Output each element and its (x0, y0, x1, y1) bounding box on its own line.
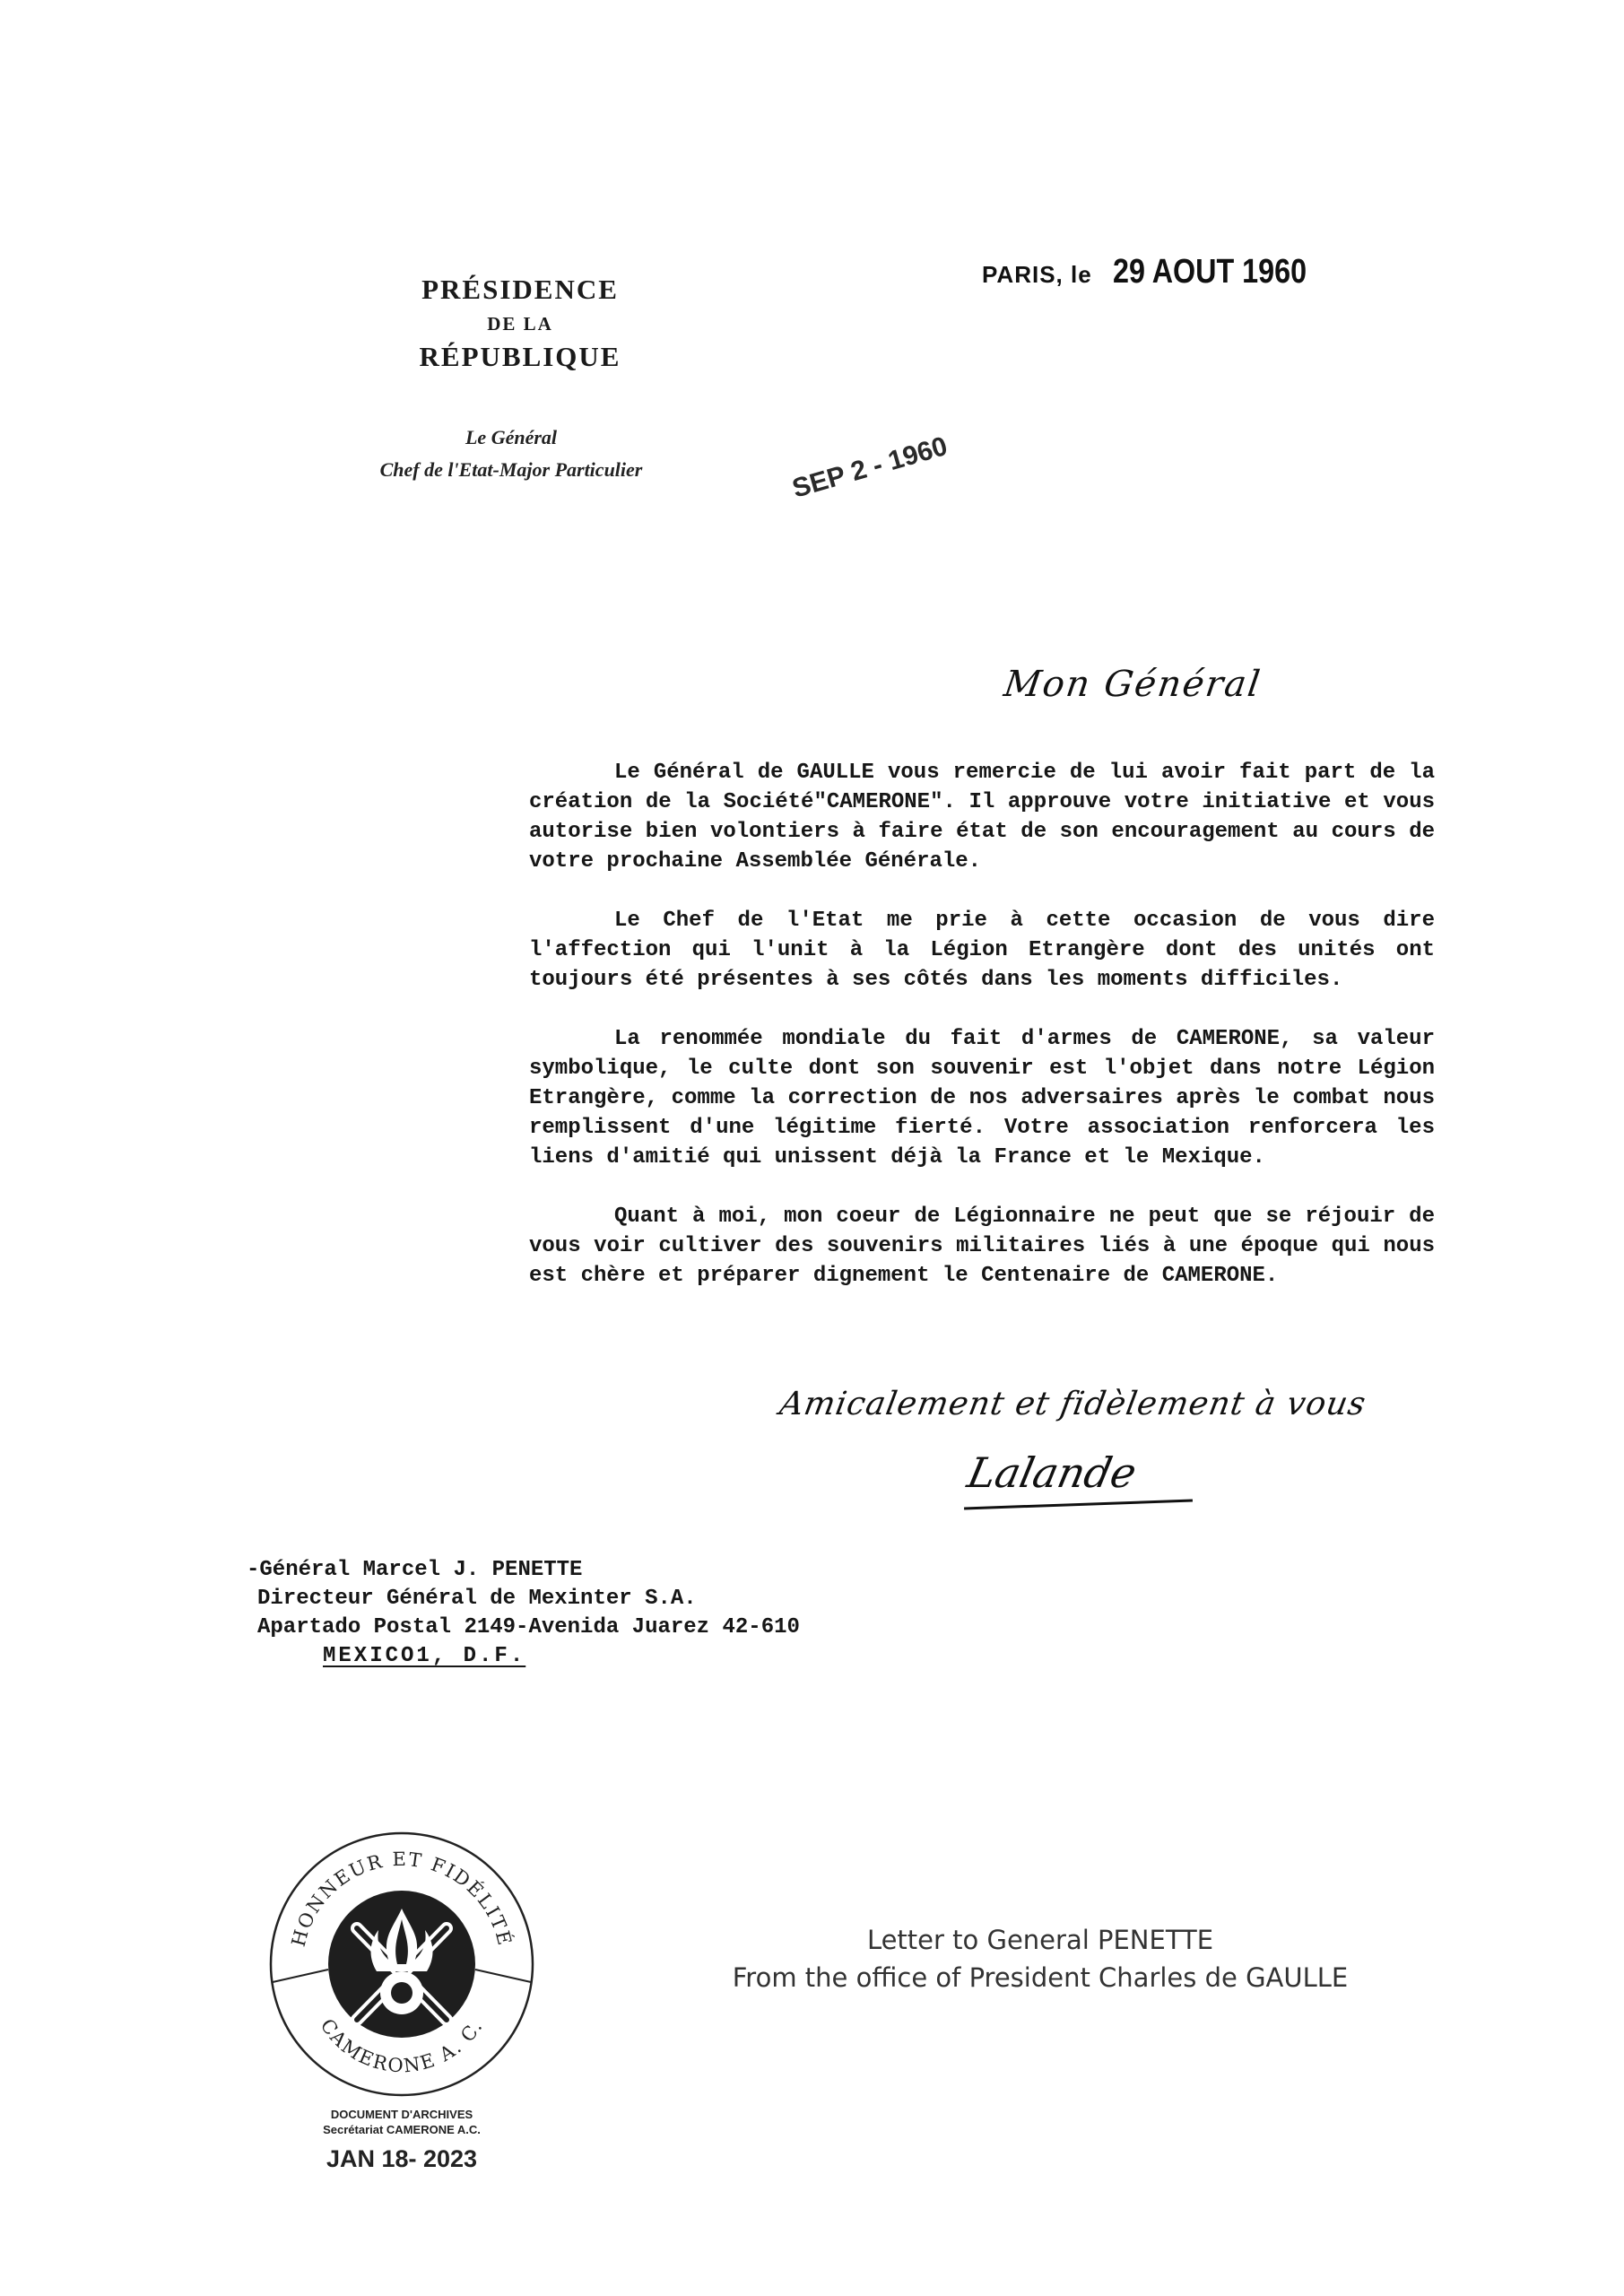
office-line-1: Le Général (465, 426, 558, 448)
signature-underline (964, 1500, 1193, 1510)
received-stamp: SEP 2 - 1960 (789, 430, 951, 504)
office-line-2: Chef de l'Etat-Major Particulier (379, 458, 643, 481)
body-paragraph-1: Le Général de GAULLE vous remercie de lui avoir fait part de la création de la Société"CAMERONE". Il approuve votre initiative et vous autorise bien volontiers à faire état de son encouragement au cours de votre prochaine Assemblée Générale. (529, 761, 1435, 874)
dateline-date: 29 AOUT 1960 (1113, 253, 1307, 291)
archive-label: DOCUMENT D'ARCHIVES (330, 2108, 473, 2121)
office-title (332, 422, 690, 486)
letterhead-line-2: DE LA (487, 313, 553, 335)
seal-top-text: HONNEUR ET FIDÉLITÉ (287, 1848, 517, 1949)
letterhead-line-1: PRÉSIDENCE (421, 274, 619, 305)
address-city: MEXICO1, D.F. (323, 1644, 526, 1668)
body-paragraph-3: La renommée mondiale du fait d'armes de CAMERONE, sa valeur symbolique, le culte dont son souvenir est l'objet dans notre Légion Etrangère, comme la correction de nos adversaires après le combat nous remplissent d'une légitime fierté. Votre association renforcera les liens d'amitié qui unissent déjà la France et le Mexique. (529, 1027, 1435, 1170)
archive-stamp (260, 2108, 543, 2173)
dateline (982, 253, 1341, 291)
handwritten-signature: Lalande (963, 1448, 1142, 1497)
body-paragraph-2: Le Chef de l'Etat me prie à cette occasion de vous dire l'affection qui l'unit à la Légion Etrangère dont des unités ont toujours été présentes à ses côtés dans les moments difficiles. (529, 909, 1435, 992)
handwritten-closing: Amicalement et fidèlement à vous (777, 1386, 1369, 1422)
letterhead-line-3: RÉPUBLIQUE (419, 341, 621, 372)
handwritten-salutation: Mon Général (1001, 664, 1264, 705)
address-name: -Général Marcel J. PENETTE (247, 1558, 583, 1582)
document-caption (682, 1921, 1399, 1996)
letterhead (377, 274, 664, 373)
archive-date: JAN 18- 2023 (326, 2145, 478, 2172)
address-title: Directeur Général de Mexinter S.A. (257, 1587, 697, 1611)
address-street: Apartado Postal 2149-Avenida Juarez 42-610 (257, 1615, 800, 1639)
archive-secretariat: Secrétariat CAMERONE A.C. (323, 2123, 481, 2136)
caption-line-1: Letter to General PENETTE (866, 1925, 1214, 1955)
letter-body (529, 758, 1435, 1320)
caption-line-2: From the office of President Charles de GAULLE (732, 1962, 1349, 1993)
body-paragraph-4: Quant à moi, mon coeur de Légionnaire ne peut que se réjouir de vous voir cultiver des souvenirs militaires liés à une époque qui nous est chère et préparer dignement le Centenaire de CAMERONE. (529, 1205, 1435, 1288)
recipient-address (247, 1556, 800, 1671)
camerone-seal (267, 1830, 536, 2099)
dateline-place: PARIS, le (982, 261, 1092, 288)
seal-bottom-text: CAMERONE A. C. (316, 2014, 488, 2077)
